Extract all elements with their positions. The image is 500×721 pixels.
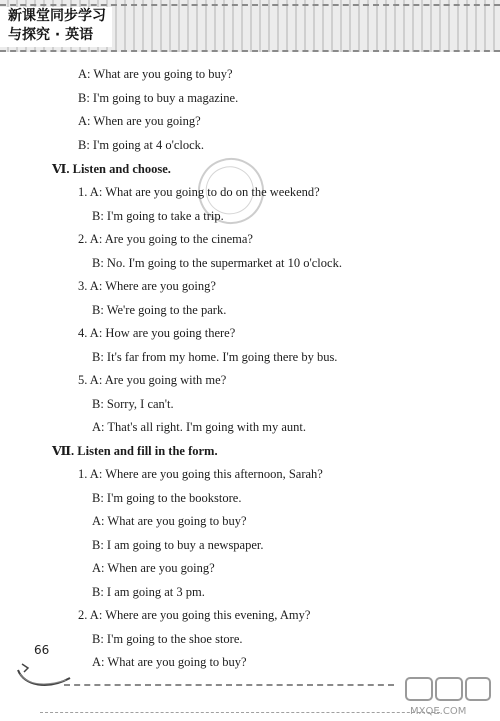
dialog-line: 1. A: Where are you going this afternoon, Sarah? <box>78 467 323 481</box>
watermark-text: MXQE.COM <box>410 706 467 717</box>
section-heading-vi: Ⅵ. Listen and choose. <box>52 162 171 176</box>
dialog-line: B: I am going to buy a newspaper. <box>92 538 264 552</box>
dialog-line: B: It's far from my home. I'm going there by bus. <box>92 350 338 364</box>
dialog-line: A: What are you going to buy? <box>92 655 247 669</box>
header-divider-bottom <box>0 50 500 52</box>
dialog-line: 2. A: Are you going to the cinema? <box>78 232 253 246</box>
book-title-line1: 新课堂同步学习 <box>8 8 106 24</box>
section-heading-vii: Ⅶ. Listen and fill in the form. <box>52 444 218 458</box>
dialog-line: 3. A: Where are you going? <box>78 279 216 293</box>
footer-divider-lower <box>40 712 440 713</box>
dialog-line: 5. A: Are you going with me? <box>78 373 227 387</box>
footer-divider <box>64 684 394 686</box>
book-title <box>0 7 112 47</box>
book-title-line2: 与探究 · 英语 <box>8 27 94 43</box>
dialog-line: 4. A: How are you going there? <box>78 326 236 340</box>
dialog-line: B: I am going at 3 pm. <box>92 585 205 599</box>
dialog-line: B: I'm going to buy a magazine. <box>78 91 239 105</box>
dialog-line: B: No. I'm going to the supermarket at 10 o'clock. <box>92 256 342 270</box>
dialog-line: B: I'm going at 4 o'clock. <box>78 138 205 152</box>
header-divider-top <box>0 4 500 6</box>
dialog-line: 2. A: Where are you going this evening, Amy? <box>78 608 311 622</box>
dialog-line: A: What are you going to buy? <box>92 514 247 528</box>
watermark-logo-icon <box>404 676 494 718</box>
dialog-line: 1. A: What are you going to do on the weekend? <box>78 185 320 199</box>
dialog-line: A: That's all right. I'm going with my aunt. <box>92 420 306 434</box>
dialog-line: B: I'm going to the bookstore. <box>92 491 242 505</box>
dialog-line: B: Sorry, I can't. <box>92 397 174 411</box>
dialog-line: B: I'm going to the shoe store. <box>92 632 243 646</box>
swoosh-icon <box>14 656 74 692</box>
page-number: 66 <box>34 643 50 657</box>
dialog-line: A: When are you going? <box>92 561 215 575</box>
dialog-line: A: What are you going to buy? <box>78 67 233 81</box>
dialog-line: B: We're going to the park. <box>92 303 227 317</box>
dialog-line: A: When are you going? <box>78 114 201 128</box>
dialog-line: B: I'm going to take a trip. <box>92 209 224 223</box>
